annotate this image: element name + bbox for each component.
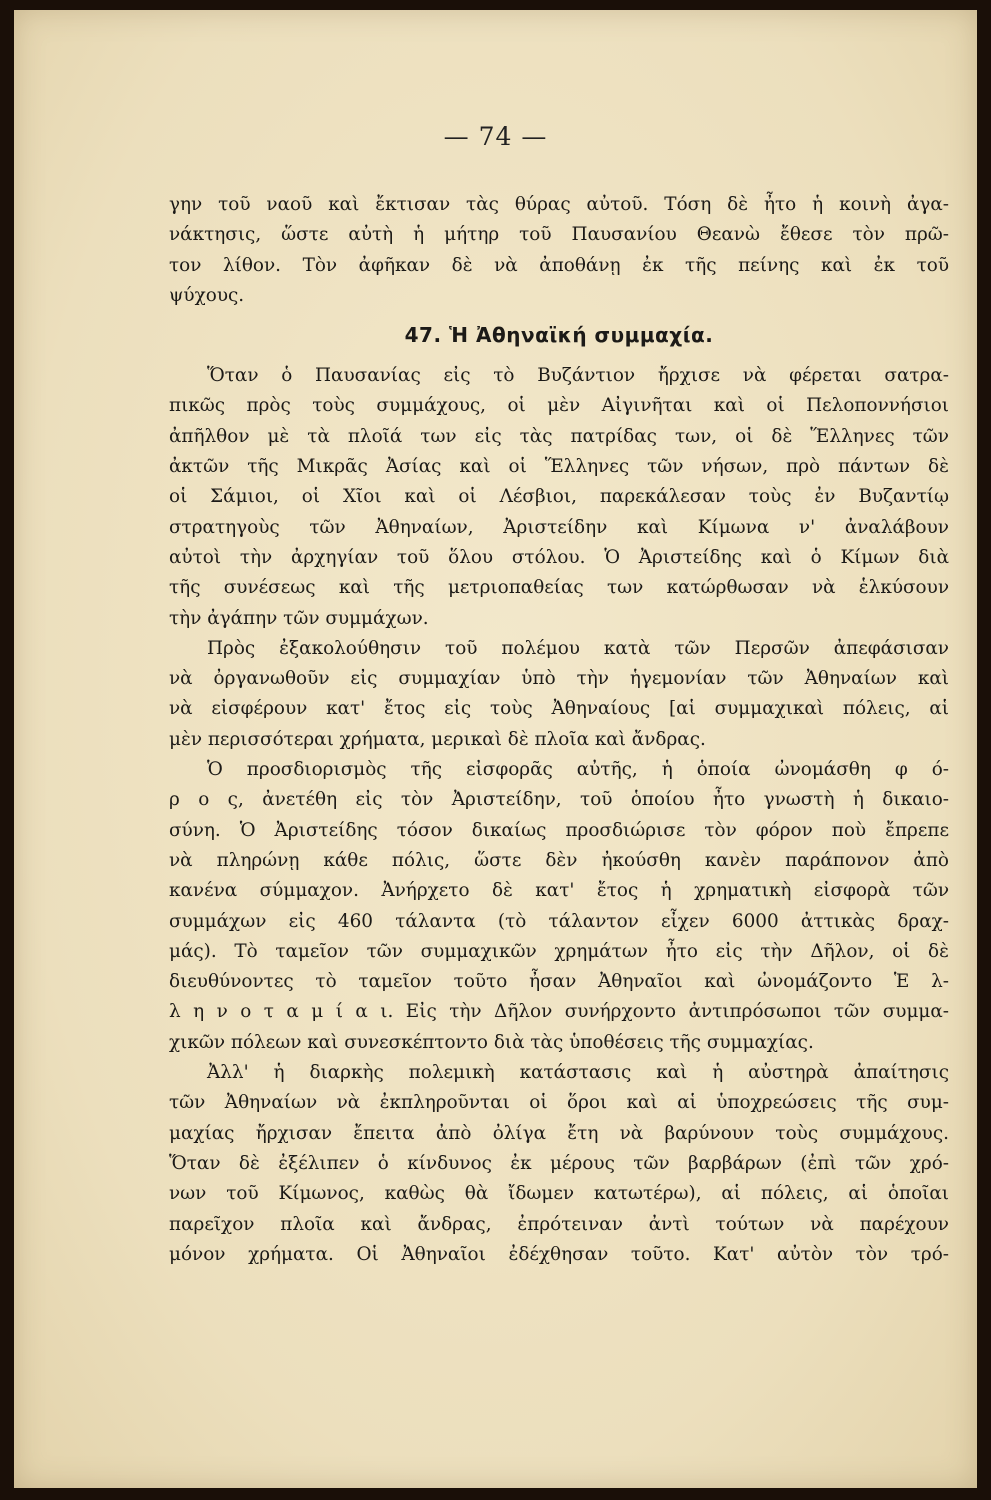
text-line: τον λίθον. Τὸν ἀφῆκαν δὲ νὰ ἀποθάνῃ ἐκ τῆς πείνης καὶ ἐκ τοῦ: [169, 254, 949, 276]
text-line: Πρὸς ἐξακολούθησιν τοῦ πολέμου κατὰ τῶν Περσῶν ἀπεφάσισαν: [207, 637, 949, 659]
book-page: [14, 10, 977, 1488]
text-line: μάς). Τὸ ταμεῖον τῶν συμμαχικῶν χρημάτων ἦτο εἰς τὴν Δῆλον, οἱ δὲ: [169, 940, 949, 962]
text-line: νων τοῦ Κίμωνος, καθὼς θὰ ἴδωμεν κατωτέρω), αἱ πόλεις, αἱ ὁποῖαι: [169, 1183, 949, 1205]
text-line: τῶν Ἀθηναίων νὰ ἐκπληροῦνται οἱ ὅροι καὶ αἱ ὑποχρεώσεις τῆς συμ-: [169, 1092, 949, 1114]
text-line: αὐτοὶ τὴν ἀρχηγίαν τοῦ ὅλου στόλου. Ὁ Ἀριστείδης καὶ ὁ Κίμων διὰ: [169, 546, 949, 568]
text-line: Ἀλλ' ἡ διαρκὴς πολεμικὴ κατάστασις καὶ ἡ αὐστηρὰ ἀπαίτησις: [207, 1062, 949, 1084]
text-line: ἀπῆλθον μὲ τὰ πλοῖά των εἰς τὰς πατρίδας των, οἱ δὲ Ἕλληνες τῶν: [169, 425, 949, 447]
text-line: ἀκτῶν τῆς Μικρᾶς Ἀσίας καὶ οἱ Ἕλληνες τῶν νήσων, πρὸ πάντων δὲ: [169, 456, 949, 478]
text-line: οἱ Σάμιοι, οἱ Χῖοι καὶ οἱ Λέσβιοι, παρεκάλεσαν τοὺς ἐν Βυζαντίῳ: [169, 486, 949, 508]
text-line: μόνον χρήματα. Οἱ Ἀθηναῖοι ἐδέχθησαν τοῦτο. Κατ' αὐτὸν τὸν τρό-: [169, 1243, 949, 1265]
text-line: σύνη. Ὁ Ἀριστείδης τόσον δικαίως προσδιώρισε τὸν φόρον ποὺ ἔπρεπε: [169, 819, 949, 841]
text-line: λ η ν ο τ α μ ί α ι. Εἰς τὴν Δῆλον συνήρχοντο ἀντιπρόσωποι τῶν συμμα-: [169, 1001, 949, 1023]
text-line: κανένα σύμμαχον. Ἀνήρχετο δὲ κατ' ἔτος ἡ χρηματικὴ εἰσφορὰ τῶν: [169, 880, 949, 902]
text-line: τὴν ἀγάπην τῶν συμμάχων.: [169, 607, 429, 629]
text-line: ρ ο ς, ἀνετέθη εἰς τὸν Ἀριστείδην, τοῦ ὁποίου ἦτο γνωστὴ ἡ δικαιο-: [169, 789, 949, 811]
page-text: [169, 190, 949, 1270]
text-line: νὰ εἰσφέρουν κατ' ἔτος εἰς τοὺς Ἀθηναίους [αἱ συμμαχικαὶ πόλεις, αἱ: [169, 698, 949, 720]
text-line: χικῶν πόλεων καὶ συνεσκέπτοντο διὰ τὰς ὑποθέσεις τῆς συμμαχίας.: [169, 1031, 814, 1053]
text-line: γην τοῦ ναοῦ καὶ ἔκτισαν τὰς θύρας αὐτοῦ. Τόση δὲ ἦτο ἡ κοινὴ ἀγα-: [169, 194, 949, 215]
text-line: νάκτησις, ὥστε αὐτὴ ἡ μήτηρ τοῦ Παυσανίου Θεανὼ ἔθεσε τὸν πρῶ-: [169, 224, 949, 246]
text-line: νὰ πληρώνῃ κάθε πόλις, ὥστε δὲν ἠκούσθη κανὲν παράπονον ἀπὸ: [169, 849, 949, 871]
text-line: Ὅταν ὁ Παυσανίας εἰς τὸ Βυζάντιον ἤρχισε νὰ φέρεται σατρα-: [207, 365, 949, 387]
section-heading: 47. Ἡ Ἀθηναϊκή συμμαχία.: [404, 323, 714, 348]
text-line: Ὁ προσδιορισμὸς τῆς εἰσφορᾶς αὐτῆς, ἡ ὁποία ὠνομάσθη φ ό-: [207, 759, 949, 781]
text-line: ψύχους.: [169, 284, 245, 306]
text-line: μὲν περισσότεραι χρήματα, μερικαὶ δὲ πλοῖα καὶ ἄνδρας.: [169, 728, 706, 750]
text-line: μαχίας ἤρχισαν ἔπειτα ἀπὸ ὀλίγα ἔτη νὰ βαρύνουν τοὺς συμμάχους.: [169, 1122, 949, 1144]
text-line: διευθύνοντες τὸ ταμεῖον τοῦτο ἦσαν Ἀθηναῖοι καὶ ὠνομάζοντο Ἑ λ-: [169, 971, 949, 993]
text-line: τῆς συνέσεως καὶ τῆς μετριοπαθείας των κατώρθωσαν νὰ ἑλκύσουν: [169, 577, 949, 599]
text-line: Ὅταν δὲ ἐξέλιπεν ὁ κίνδυνος ἐκ μέρους τῶν βαρβάρων (ἐπὶ τῶν χρό-: [169, 1152, 949, 1174]
text-line: νὰ ὀργανωθοῦν εἰς συμμαχίαν ὑπὸ τὴν ἡγεμονίαν τῶν Ἀθηναίων καὶ: [169, 668, 949, 690]
text-line: συμμάχων εἰς 460 τάλαντα (τὸ τάλαντον εἶχεν 6000 ἀττικὰς δραχ-: [169, 910, 949, 932]
page-number: — 74 —: [443, 122, 548, 151]
text-line: στρατηγοὺς τῶν Ἀθηναίων, Ἀριστείδην καὶ Κίμωνα ν' ἀναλάβουν: [169, 516, 949, 538]
text-line: παρεῖχον πλοῖα καὶ ἄνδρας, ἐπρότειναν ἀντὶ τούτων νὰ παρέχουν: [169, 1213, 949, 1235]
text-line: πικῶς πρὸς τοὺς συμμάχους, οἱ μὲν Αἰγινῆται καὶ οἱ Πελοποννήσιοι: [169, 395, 949, 417]
